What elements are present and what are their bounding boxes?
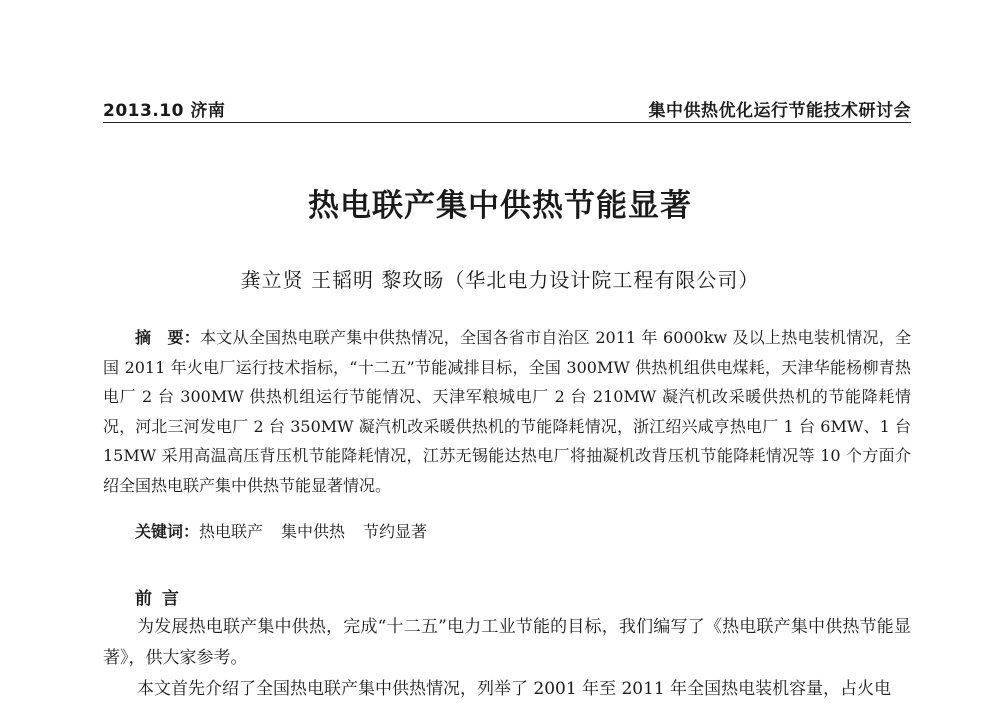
keyword-item: 热电联产 <box>199 522 264 541</box>
keywords <box>135 519 445 545</box>
keyword-item: 集中供热 <box>281 522 346 541</box>
section-body <box>103 612 911 705</box>
paper-title: 热电联产集中供热节能显著 <box>308 188 692 224</box>
keywords-label: 关键词： <box>135 522 200 541</box>
abstract-text: 本文从全国热电联产集中供热情况，全国各省市自治区 2011 年 6000kw 及以上热电装机情况，全国 2011 年火电厂运行技术指标，“十二五”节能减排目标，全国 300MW 供热机组供电煤耗，天津华能杨柳青热电厂 2 台 300MW 供热机组运行节能情况、天津军粮城电厂 2 台 210MW 凝汽机改采暖供热机的节能降耗情况，河北三河发电厂 2 台 350MW 凝汽机改采暖供热机的节能降耗情况，浙江绍兴咸亨热电厂 1 台 6MW、1 台 15MW 采用高温高压背压机节能降耗情况，江苏无锡能达热电厂将抽凝机改背压机节能降耗情况等 10 个方面介绍全国热电联产集中供热节能显著情况。 <box>103 328 911 495</box>
header-conference-name: 集中供热优化运行节能技术研讨会 <box>648 101 911 121</box>
body-paragraph: 本文首先介绍了全国热电联产集中供热情况，列举了 2001 年至 2011 年全国热电装机容量，占火电 <box>137 679 892 699</box>
abstract <box>103 323 911 500</box>
section-heading: 前言 <box>135 589 189 609</box>
page-header <box>103 92 911 123</box>
abstract-label: 摘 要： <box>135 328 201 347</box>
keyword-item: 节约显著 <box>363 522 428 541</box>
paper-authors: 龚立贤 王韬明 黎玫旸（华北电力设计院工程有限公司） <box>240 268 760 292</box>
body-paragraph: 为发展热电联产集中供热，完成“十二五”电力工业节能的目标，我们编写了《热电联产集中供热节能显著》，供大家参考。 <box>103 617 911 668</box>
header-date-location: 2013.10 济南 <box>103 101 226 121</box>
